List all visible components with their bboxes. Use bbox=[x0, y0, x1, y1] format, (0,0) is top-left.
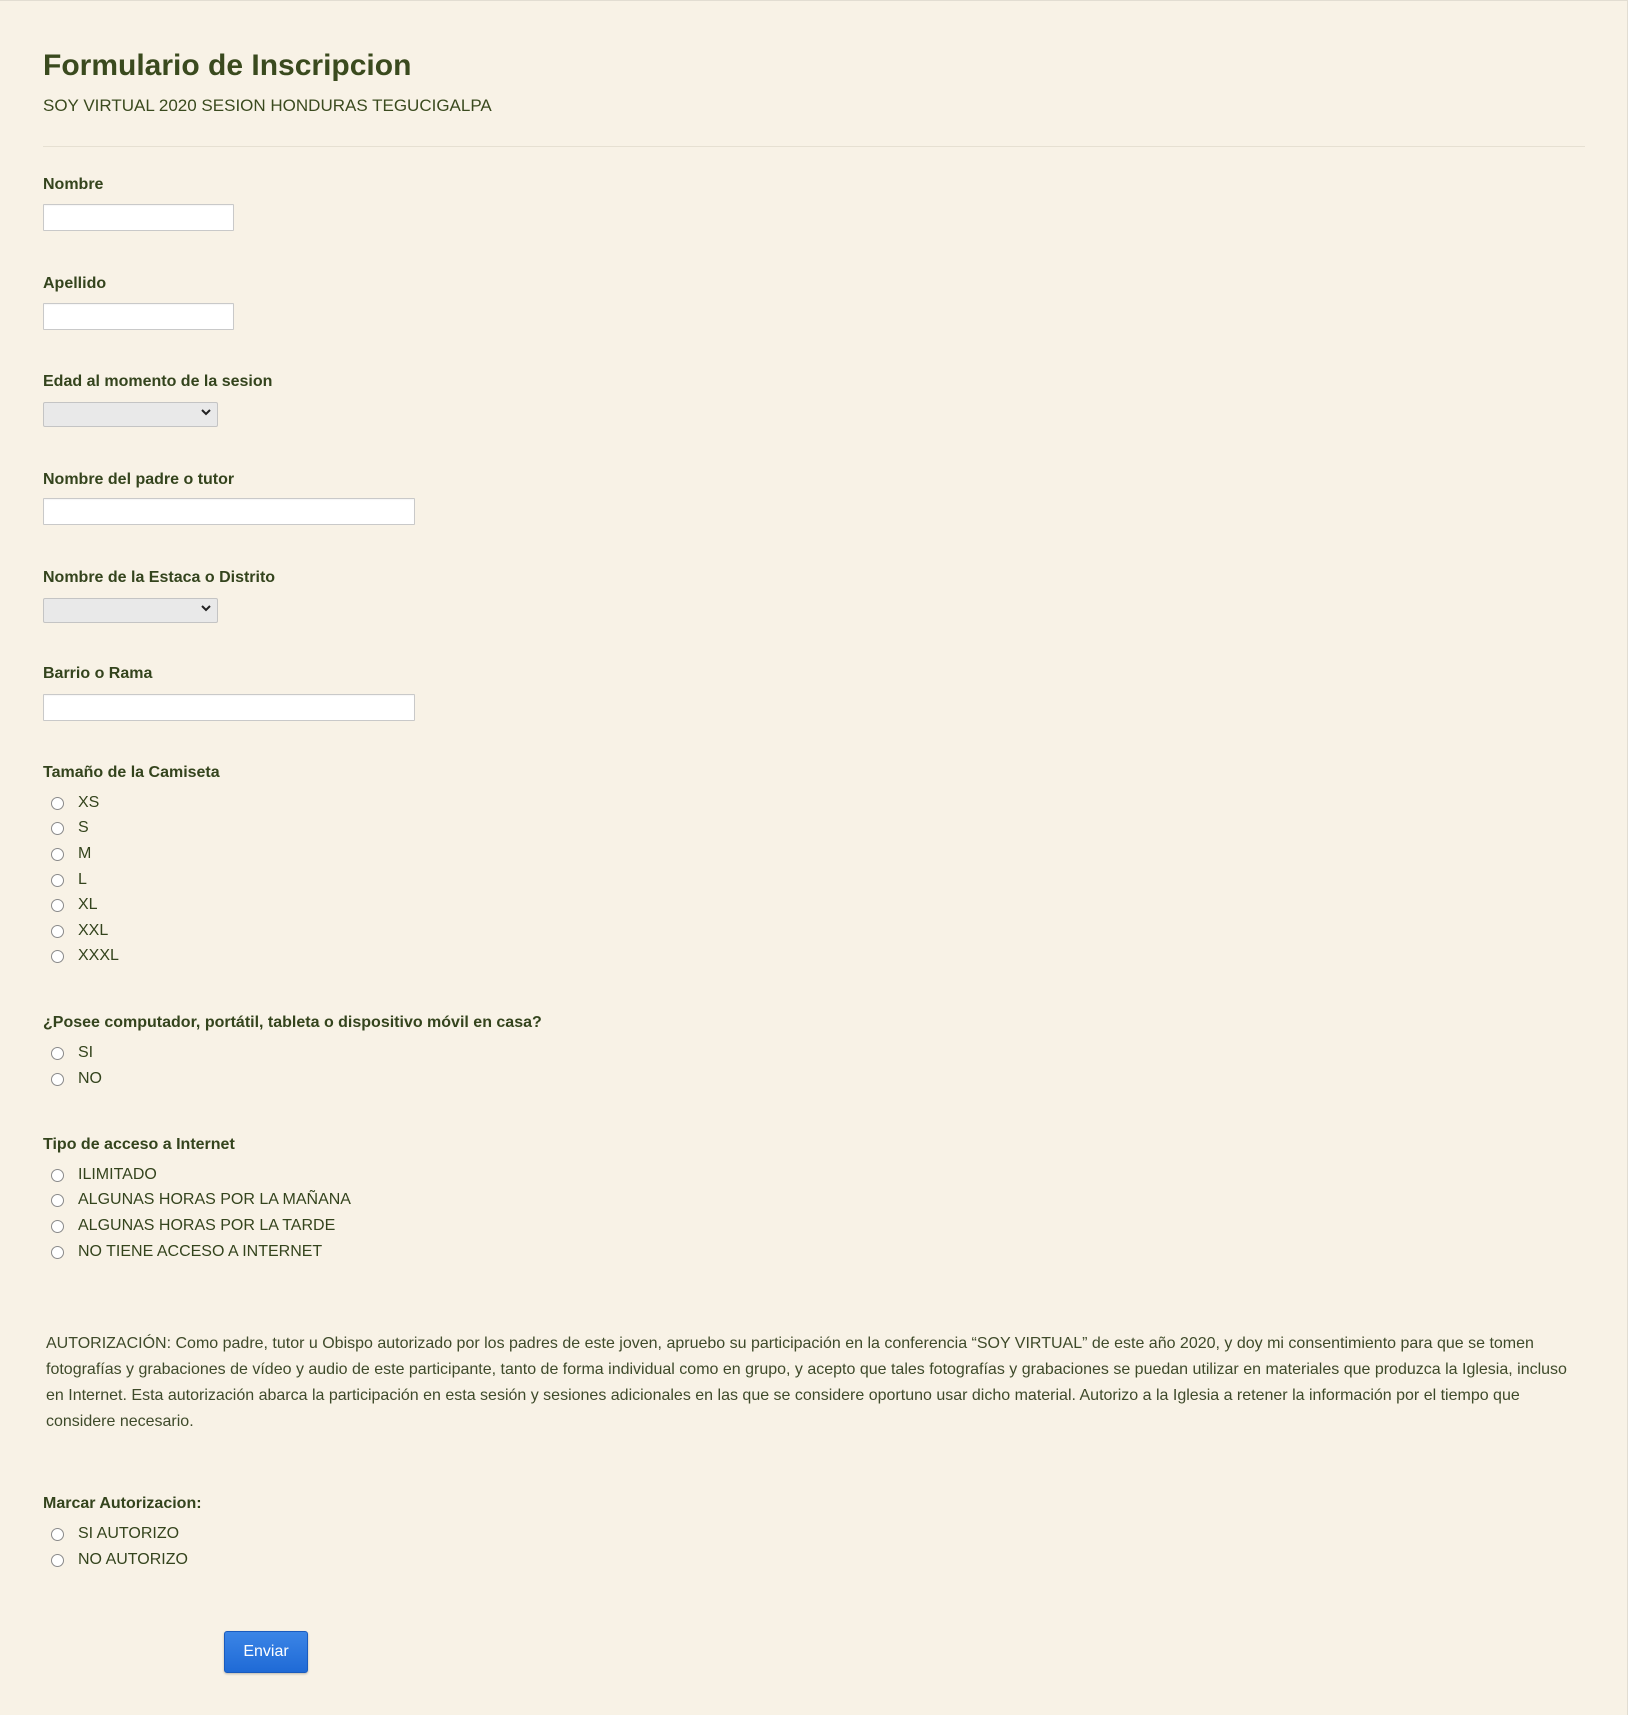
chevron-down-icon bbox=[200, 602, 212, 614]
marcar-option[interactable]: NO AUTORIZO bbox=[51, 1549, 188, 1571]
internet-option[interactable]: ALGUNAS HORAS POR LA MAÑANA bbox=[51, 1189, 351, 1211]
camiseta-option[interactable]: XXXL bbox=[51, 945, 119, 967]
camiseta-option[interactable]: XS bbox=[51, 792, 99, 814]
marcar-option[interactable]: SI AUTORIZO bbox=[51, 1523, 179, 1545]
header-divider bbox=[43, 146, 1585, 147]
radio-button[interactable] bbox=[51, 1554, 64, 1567]
radio-button[interactable] bbox=[51, 1220, 64, 1233]
page-subtitle: SOY VIRTUAL 2020 SESION HONDURAS TEGUCIGALPA bbox=[43, 96, 492, 115]
edad-select[interactable] bbox=[43, 402, 218, 427]
camiseta-label: Tamaño de la Camiseta bbox=[43, 764, 220, 781]
camiseta-option[interactable]: S bbox=[51, 817, 89, 839]
estaca-select[interactable] bbox=[43, 598, 218, 623]
internet-label: Tipo de acceso a Internet bbox=[43, 1136, 235, 1153]
radio-button[interactable] bbox=[51, 925, 64, 938]
apellido-label: Apellido bbox=[43, 275, 107, 292]
dispositivo-option[interactable]: SI bbox=[51, 1042, 93, 1064]
marcar-label: Marcar Autorizacion: bbox=[43, 1495, 202, 1512]
radio-button[interactable] bbox=[51, 1073, 64, 1086]
edad-label: Edad al momento de la sesion bbox=[43, 373, 273, 390]
barrio-label: Barrio o Rama bbox=[43, 665, 153, 682]
internet-option[interactable]: NO TIENE ACCESO A INTERNET bbox=[51, 1241, 322, 1263]
submit-button[interactable]: Enviar bbox=[224, 1631, 308, 1673]
dispositivo-label: ¿Posee computador, portátil, tableta o dispositivo móvil en casa? bbox=[43, 1014, 542, 1031]
internet-option[interactable]: ALGUNAS HORAS POR LA TARDE bbox=[51, 1215, 335, 1237]
radio-button[interactable] bbox=[51, 1194, 64, 1207]
radio-button[interactable] bbox=[51, 848, 64, 861]
nombre-input[interactable] bbox=[43, 204, 234, 231]
radio-button[interactable] bbox=[51, 899, 64, 912]
barrio-input[interactable] bbox=[43, 694, 415, 721]
apellido-input[interactable] bbox=[43, 303, 234, 330]
radio-button[interactable] bbox=[51, 797, 64, 810]
padre-input[interactable] bbox=[43, 498, 415, 525]
camiseta-option[interactable]: L bbox=[51, 869, 87, 891]
radio-button[interactable] bbox=[51, 874, 64, 887]
radio-button[interactable] bbox=[51, 1047, 64, 1060]
page-title: Formulario de Inscripcion bbox=[43, 49, 412, 82]
authorization-text: AUTORIZACIÓN: Como padre, tutor u Obispo autorizado por los padres de este joven, apruebo su participación en la conferencia “SOY VIRTUAL” de este año 2020, y doy mi consentimiento para que se tomen fotografías y grabaciones de vídeo y audio de este participante, tanto de forma individual como en grupo, y acepto que tales fotografías y grabaciones se puedan utilizar en materiales que produzca la Iglesia, incluso en Internet. Esta autorización abarca la participación en esta sesión y sesiones adicionales en las que se considere oportuno usar dicho material. Autorizo a la Iglesia a retener la información por el tiempo que considere necesario. bbox=[46, 1335, 1567, 1430]
padre-label: Nombre del padre o tutor bbox=[43, 471, 235, 488]
radio-button[interactable] bbox=[51, 950, 64, 963]
estaca-label: Nombre de la Estaca o Distrito bbox=[43, 569, 276, 586]
camiseta-option[interactable]: XL bbox=[51, 894, 98, 916]
chevron-down-icon bbox=[200, 406, 212, 418]
camiseta-option[interactable]: M bbox=[51, 843, 91, 865]
dispositivo-option[interactable]: NO bbox=[51, 1068, 102, 1090]
nombre-label: Nombre bbox=[43, 176, 104, 193]
radio-button[interactable] bbox=[51, 822, 64, 835]
radio-button[interactable] bbox=[51, 1169, 64, 1182]
internet-option[interactable]: ILIMITADO bbox=[51, 1164, 157, 1186]
radio-button[interactable] bbox=[51, 1528, 64, 1541]
radio-button[interactable] bbox=[51, 1246, 64, 1259]
camiseta-option[interactable]: XXL bbox=[51, 920, 108, 942]
